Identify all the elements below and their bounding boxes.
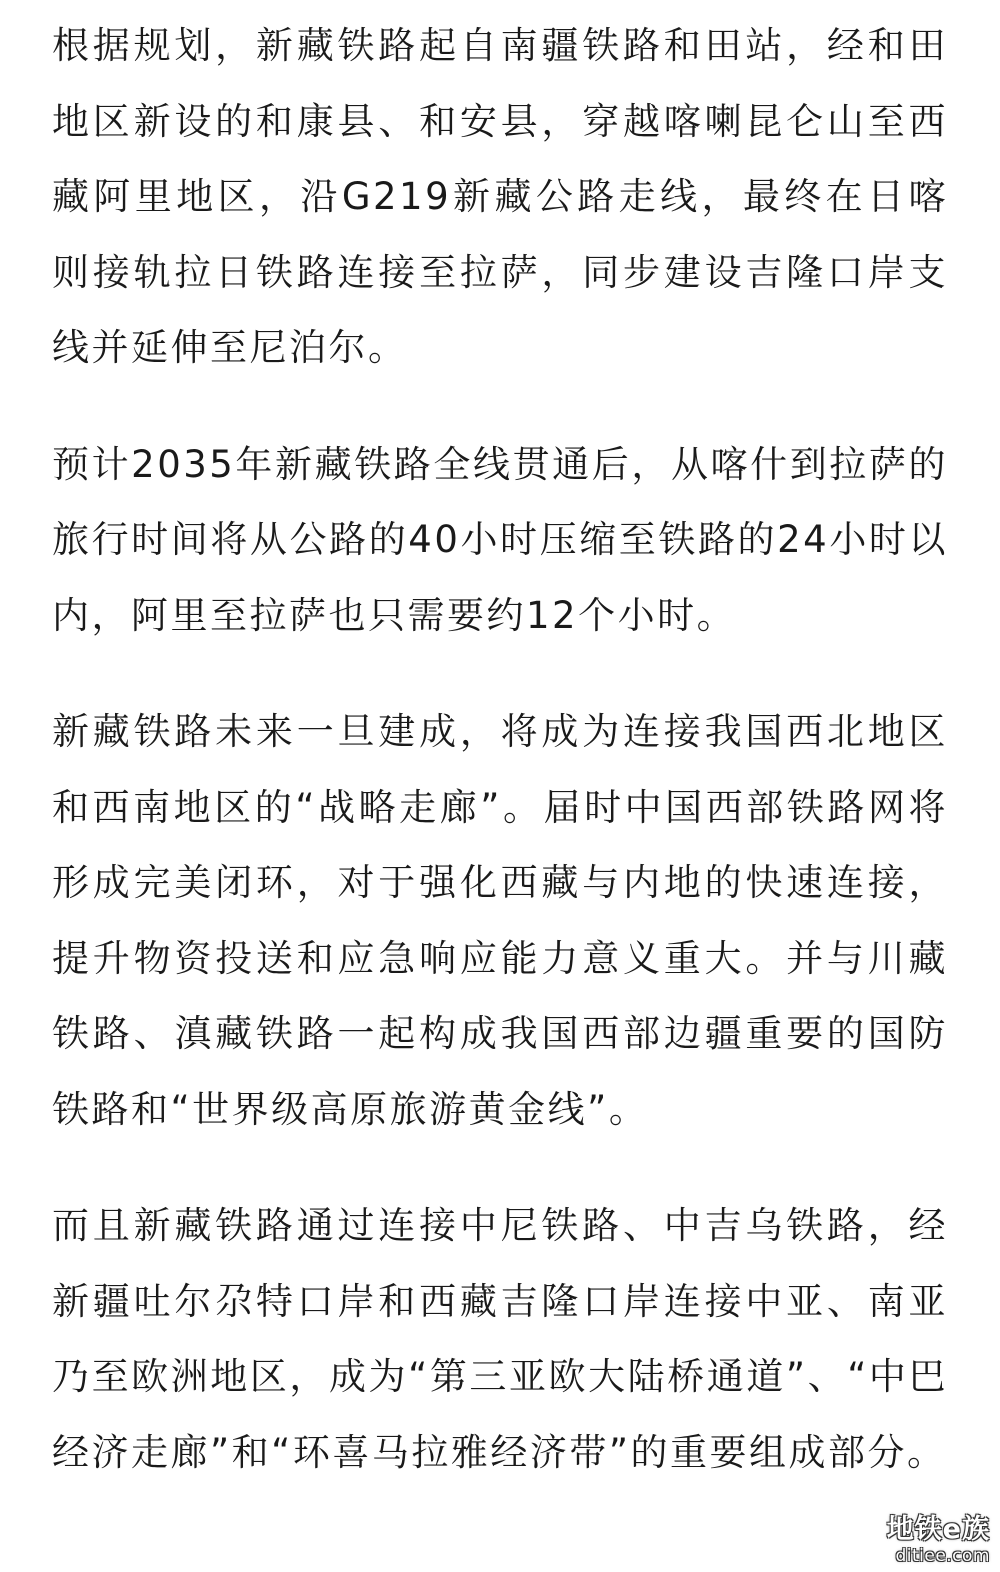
article-body — [52, 8, 948, 1531]
watermark-name: 地铁e族 — [886, 1514, 990, 1545]
paragraph-travel-time: 预计2035年新藏铁路全线贯通后，从喀什到拉萨的旅行时间将从公路的40小时压缩至铁路的24小时以内，阿里至拉萨也只需要约12个小时。 — [52, 442, 948, 637]
watermark-url: ditiee.com — [895, 1546, 990, 1566]
site-watermark — [887, 1514, 990, 1566]
paragraph-strategic-corridor: 新藏铁路未来一旦建成，将成为连接我国西北地区和西南地区的“战略走廊”。届时中国西部铁路网将形成完美闭环，对于强化西藏与内地的快速连接，提升物资投送和应急响应能力意义重大。并与川藏铁路、滇藏铁路一起构成我国西部边疆重要的国防铁路和“世界级高原旅游黄金线”。 — [52, 710, 948, 1131]
paragraph-route-plan: 根据规划，新藏铁路起自南疆铁路和田站，经和田地区新设的和康县、和安县，穿越喀喇昆仑山至西藏阿里地区，沿G219新藏公路走线，最终在日喀则接轨拉日铁路连接至拉萨，同步建设吉隆口岸支线并延伸至尼泊尔。 — [52, 24, 948, 369]
paragraph-international-links: 而且新藏铁路通过连接中尼铁路、中吉乌铁路，经新疆吐尔尕特口岸和西藏吉隆口岸连接中亚、南亚乃至欧洲地区，成为“第三亚欧大陆桥通道”、“中巴经济走廊”和“环喜马拉雅经济带”的重要组成部分。 — [52, 1204, 948, 1474]
